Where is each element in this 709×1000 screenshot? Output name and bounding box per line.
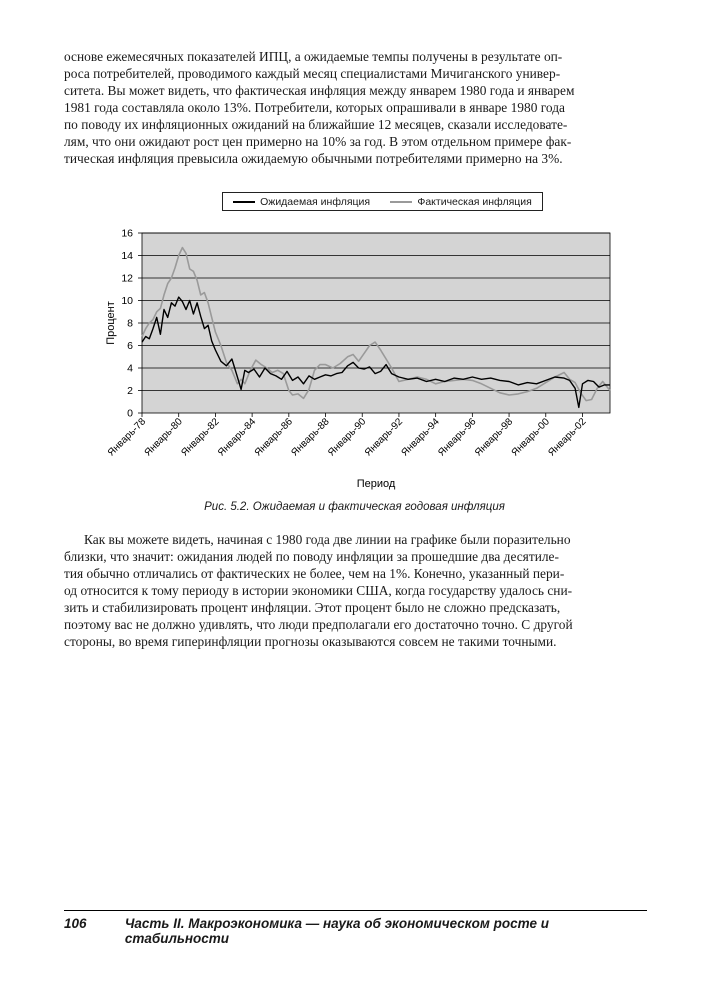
- x-tick-label: Январь-90: [326, 416, 369, 459]
- legend-item-actual: [390, 196, 532, 208]
- page-number: 106: [64, 916, 87, 931]
- y-tick-label: 4: [127, 362, 133, 375]
- y-tick-label: 8: [127, 317, 133, 330]
- footer-rule: [64, 910, 647, 911]
- chart-legend: [222, 192, 543, 211]
- y-tick-label: 2: [127, 385, 133, 397]
- running-title: Часть II. Макроэкономика — наука об экономическом росте и стабильности: [124, 916, 549, 946]
- x-tick-label: Январь-78: [105, 416, 149, 459]
- text-line: 1981 года составляла около 13%. Потребители, которых опрашивали в январе 1980 года: [64, 100, 565, 115]
- x-tick-label: Январь-86: [252, 416, 295, 459]
- x-tick-label: Январь-00: [509, 416, 552, 459]
- text-line: близки, что значит: ожидания людей по поводу инфляции за прошедшие два десятиле-: [64, 549, 559, 564]
- text-line: поэтому вас не должно удивлять, что люди предполагали его достаточно точно. С другой: [64, 617, 573, 632]
- x-axis-label: Период: [356, 478, 396, 490]
- legend-swatch-expected: [233, 201, 255, 203]
- x-tick-label: Январь-84: [216, 416, 259, 459]
- text-line: тическая инфляция превысила ожидаемую обычными потребителями примерно на 3%.: [64, 151, 563, 166]
- x-tick-label: Январь-02: [546, 416, 589, 459]
- discussion-paragraph: [64, 531, 647, 650]
- text-line: зить и стабилизировать процент инфляции. Этот процент было не сложно предсказать,: [64, 600, 561, 615]
- text-line: од относится к тому периоду в истории экономики США, когда государству удалось сни-: [64, 583, 573, 598]
- text-line: роса потребителей, проводимого каждый месяц специалистами Мичиганского универ-: [64, 66, 561, 81]
- text-line: лям, что они ожидают рост цен примерно на 10% за год. В этом отдельном примере фак-: [64, 134, 572, 149]
- y-tick-label: 10: [121, 295, 133, 307]
- y-tick-label: 14: [121, 250, 133, 262]
- legend-label-expected: Ожидаемая инфляция: [260, 195, 371, 208]
- legend-swatch-actual: [390, 201, 412, 203]
- text-line: основе ежемесячных показателей ИПЦ, а ожидаемые темпы получены в результате оп-: [64, 49, 563, 64]
- x-tick-label: Январь-92: [362, 416, 406, 459]
- y-tick-label: 0: [127, 407, 133, 420]
- text-line: тия обычно отличались от фактических не более, чем на 1%. Конечно, указанный пери-: [64, 566, 565, 581]
- legend-label-actual: Фактическая инфляция: [417, 195, 532, 208]
- y-tick-label: 6: [127, 340, 133, 352]
- legend-item-expected: [233, 196, 370, 208]
- x-tick-label: Январь-98: [472, 416, 516, 459]
- x-tick-label: Январь-88: [289, 416, 332, 459]
- text-line: по поводу их инфляционных ожиданий на ближайшие 12 месяцев, сказали исследовате-: [64, 117, 568, 132]
- text-line: стороны, во время гиперинфляции прогнозы оказываются совсем не такими точными.: [64, 634, 557, 649]
- page-footer: [64, 916, 647, 946]
- x-tick-label: Январь-96: [436, 416, 479, 459]
- text-line: Как вы можете видеть, начиная с 1980 года две линии на графике были поразительно: [84, 532, 571, 547]
- x-tick-label: Январь-80: [142, 416, 185, 459]
- y-tick-label: 12: [121, 272, 133, 285]
- y-axis-label: Процент: [105, 301, 117, 345]
- y-tick-label: 16: [121, 227, 133, 240]
- x-tick-label: Январь-82: [179, 416, 222, 459]
- x-tick-label: Январь-94: [399, 416, 442, 459]
- text-line: ситета. Вы может видеть, что фактическая инфляция между январем 1980 года и январем: [64, 83, 575, 98]
- figure-caption: Рис. 5.2. Ожидаемая и фактическая годовая инфляция: [204, 501, 505, 513]
